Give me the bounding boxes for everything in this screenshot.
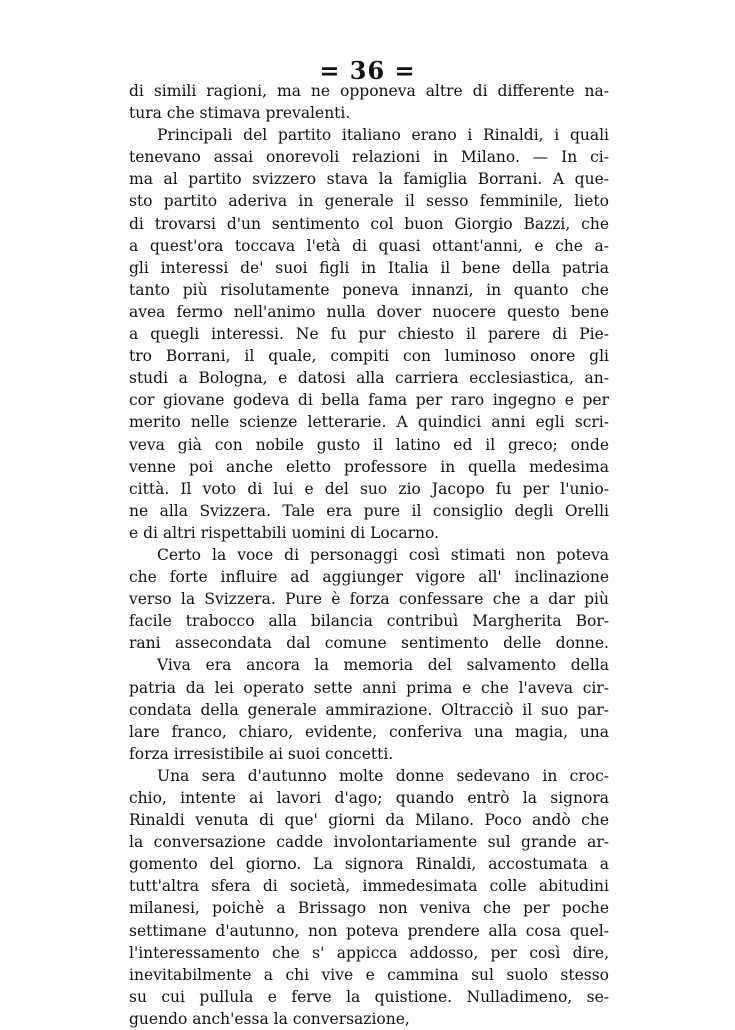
text-line: tutt'altra sfera di società, immedesimata colle abitudini — [129, 877, 609, 896]
text-line: inevitabilmente a chi vive e cammina sul suolo stesso — [129, 965, 609, 984]
text-line: milanesi, poichè a Brissago non veniva che per poche — [129, 899, 609, 918]
text-line: su cui pullula e ferve la quistione. Nulladimeno, se- — [129, 987, 609, 1006]
page-number: = 36 = — [319, 56, 416, 85]
text-line: rani assecondata dal comune sentimento delle donne. — [129, 634, 609, 653]
text-line: città. Il voto di lui e del suo zio Jacopo fu per l'unio- — [129, 479, 609, 498]
text-line: e di altri rispettabili uomini di Locarno. — [129, 523, 440, 542]
text-line: di trovarsi d'un sentimento col buon Giorgio Bazzi, che — [129, 214, 609, 233]
text-line: verso la Svizzera. Pure è forza confessare che a dar più — [129, 590, 609, 609]
text-line: forza irresistibile ai suoi concetti. — [129, 744, 394, 763]
text-line: patria da lei operato sette anni prima e che l'aveva cir- — [129, 678, 609, 697]
text-line: merito nelle scienze letterarie. A quindici anni egli scri- — [129, 413, 609, 432]
text-line: di simili ragioni, ma ne opponeva altre di differente na- — [129, 82, 609, 100]
text-line: che forte influire ad aggiunger vigore all' inclinazione — [129, 568, 609, 587]
text-line: chio, intente ai lavori d'ago; quando entrò la signora — [129, 789, 609, 807]
text-line: l'interessamento che s' appicca addosso, per così dire, — [129, 943, 609, 962]
paragraph — [129, 80, 609, 124]
text-line: condata della generale ammirazione. Oltracciò il suo par- — [129, 700, 609, 719]
body-text — [129, 80, 609, 1030]
text-line: veva già con nobile gusto il latino ed il greco; onde — [129, 435, 609, 454]
text-line: gli interessi de' suoi figli in Italia il bene della patria — [129, 258, 609, 277]
text-line: lare franco, chiaro, evidente, conferiva una magia, una — [129, 722, 609, 741]
text-line: tura che stimava prevalenti. — [129, 104, 351, 123]
text-line: Certo la voce di personaggi così stimati non poteva — [157, 545, 609, 564]
text-line: tenevano assai onorevoli relazioni in Milano. — In ci- — [129, 148, 609, 167]
paragraph — [129, 544, 609, 765]
text-line: facile trabocco alla bilancia contribuì Margherita Bor- — [129, 612, 609, 631]
text-line: avea fermo nell'animo nulla dover nuocere questo bene — [129, 302, 609, 321]
text-line: tanto più risolutamente poneva innanzi, in quanto che — [129, 280, 609, 299]
text-line: Principali del partito italiano erano i Rinaldi, i quali — [157, 126, 609, 145]
text-line: gomento del giorno. La signora Rinaldi, accostumata a — [129, 855, 609, 874]
text-line: settimane d'autunno, non poteva prendere alla cosa quel- — [129, 921, 609, 940]
text-line: venne poi anche eletto professore in quella medesima — [129, 457, 609, 476]
text-line: a quegli interessi. Ne fu pur chiesto il parere di Pie- — [129, 325, 609, 344]
text-line: la conversazione cadde involontariamente sul grande ar- — [129, 833, 609, 852]
text-line: studi a Bologna, e datosi alla carriera ecclesiastica, an- — [129, 369, 609, 388]
text-line: ne alla Svizzera. Tale era pure il consiglio degli Orelli — [129, 501, 609, 520]
text-line: cor giovane godeva di bella fama per raro ingegno e per — [129, 391, 609, 410]
paragraph — [129, 124, 609, 544]
text-line: Una sera d'autunno molte donne sedevano in croc- — [157, 766, 609, 785]
text-line: a quest'ora toccava l'età di quasi ottant'anni, e che a- — [129, 236, 609, 255]
text-line: guendo anch'essa la conversazione, — [129, 1009, 410, 1028]
text-line: ma al partito svizzero stava la famiglia Borrani. A que- — [129, 170, 609, 189]
text-line: Viva era ancora la memoria del salvamento della — [157, 656, 609, 675]
paragraph — [129, 765, 609, 1030]
text-line: Rinaldi venuta di que' giorni da Milano. Poco andò che — [129, 811, 609, 830]
text-line: sto partito aderiva in generale il sesso femminile, lieto — [129, 192, 609, 211]
text-line: tro Borrani, il quale, compiti con luminoso onore gli — [129, 347, 609, 366]
